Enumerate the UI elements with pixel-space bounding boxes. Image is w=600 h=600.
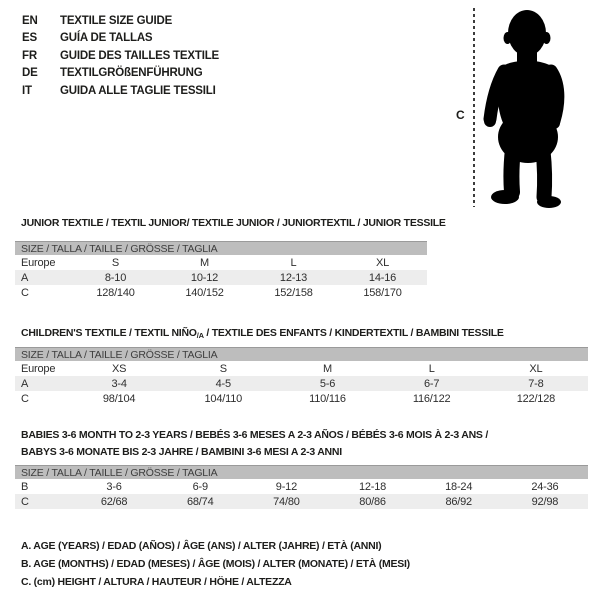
size-cell: 68/74: [157, 494, 243, 509]
table-row: [15, 270, 427, 285]
legend-notes: [21, 537, 410, 591]
table-row: [15, 285, 427, 300]
size-cell: 3-4: [67, 376, 171, 391]
size-cell: 6-9: [192, 480, 208, 493]
language-title: TEXTILGRÖßENFÜHRUNG: [60, 67, 203, 80]
row-label-cell: A: [15, 376, 67, 391]
language-code: EN: [22, 14, 38, 27]
size-cell: 5-6: [275, 376, 379, 391]
size-cell: 9-12: [275, 480, 297, 493]
size-cell: 12-13: [249, 270, 338, 285]
row-label-cell: Europe: [21, 256, 56, 269]
note-age-months: B. AGE (MONTHS) / EDAD (MESES) / ÂGE (MOIS) / ALTER (MONATE) / ETÀ (MESI): [21, 558, 410, 570]
children-section-title: [21, 325, 504, 344]
table-row: [15, 479, 588, 494]
size-cell: 92/98: [502, 494, 588, 509]
row-label-cell: C: [21, 392, 29, 405]
language-row: [22, 30, 219, 48]
note-age-years: A. AGE (YEARS) / EDAD (AÑOS) / ÂGE (ANS) / ALTER (JAHRE) / ETÀ (ANNI): [21, 540, 382, 552]
junior-size-table: [15, 241, 427, 300]
row-label-cell: Europe: [21, 362, 56, 375]
toddler-silhouette-icon: [482, 7, 574, 209]
language-row: [22, 12, 219, 30]
size-cell: 110/116: [309, 392, 346, 405]
children-size-table: [15, 347, 588, 406]
table-row: [15, 376, 588, 391]
size-cell: 152/158: [274, 286, 313, 299]
size-header-row: [15, 242, 427, 256]
row-label-cell: C: [21, 286, 29, 299]
language-title: TEXTILE SIZE GUIDE: [60, 14, 173, 27]
size-header-row: [15, 348, 588, 362]
language-code: ES: [22, 32, 37, 45]
table-row: [15, 361, 588, 376]
size-cell: S: [111, 256, 120, 269]
babies-title-line2: BABYS 3-6 MONATE BIS 2-3 JAHRE / BAMBINI 3-6 MESI A 2-3 ANNI: [21, 446, 342, 458]
size-cell: 98/104: [102, 392, 136, 405]
size-cell: 3-6: [106, 480, 122, 493]
table-row: [15, 494, 588, 509]
height-dashed-line: [473, 8, 475, 207]
size-cell: 158/170: [363, 286, 402, 299]
table-row: [15, 255, 427, 270]
size-header-label: SIZE / TALLA / TAILLE / GRÖSSE / TAGLIA: [15, 242, 427, 256]
size-cell: 6-7: [380, 376, 484, 391]
babies-size-table: [15, 465, 588, 509]
language-code: DE: [22, 67, 38, 80]
size-cell: 128/140: [96, 286, 135, 299]
size-cell: M: [200, 256, 209, 269]
babies-title-line1: BABIES 3-6 MONTH TO 2-3 YEARS / BEBÉS 3-6 MESES A 2-3 AÑOS / BÉBÉS 3-6 MOIS À 2-3 ANS /: [21, 429, 489, 441]
size-cell: 10-12: [160, 270, 249, 285]
language-list: [22, 12, 219, 100]
row-label-cell: C: [15, 494, 71, 509]
size-cell: 140/152: [185, 286, 224, 299]
size-cell: 74/80: [243, 494, 329, 509]
table-row: [15, 391, 588, 406]
size-cell: 12-18: [358, 480, 387, 493]
size-cell: 122/128: [516, 392, 556, 405]
size-cell: 62/68: [71, 494, 157, 509]
row-label-cell: A: [15, 270, 71, 285]
size-cell: 4-5: [171, 376, 275, 391]
children-title-subscript: /A: [196, 331, 204, 340]
language-row: [22, 65, 219, 83]
babies-section-title: [21, 427, 488, 461]
language-title: GUIDE DES TAILLES TEXTILE: [60, 49, 219, 62]
children-title-text: CHILDREN'S TEXTILE / TEXTIL NIÑO: [21, 327, 197, 339]
language-code: IT: [22, 84, 32, 97]
size-cell: M: [322, 362, 332, 375]
size-cell: L: [428, 362, 435, 375]
size-cell: 24-36: [531, 480, 559, 493]
size-cell: 18-24: [445, 480, 473, 493]
size-cell: 7-8: [484, 376, 588, 391]
language-row: [22, 82, 219, 100]
language-code: FR: [22, 49, 37, 62]
language-title: GUÍA DE TALLAS: [60, 32, 153, 45]
size-cell: L: [290, 256, 297, 269]
height-measure-label: C: [456, 108, 465, 122]
size-header-row: [15, 466, 588, 480]
row-label-cell: B: [21, 480, 29, 493]
size-cell: 80/86: [329, 494, 415, 509]
size-cell: XL: [529, 362, 543, 375]
size-cell: 86/92: [416, 494, 502, 509]
size-cell: S: [219, 362, 227, 375]
size-cell: 14-16: [338, 270, 427, 285]
children-title-text: / TEXTILE DES ENFANTS / KINDERTEXTIL / BAMBINI TESSILE: [203, 327, 504, 339]
size-header-label: SIZE / TALLA / TAILLE / GRÖSSE / TAGLIA: [15, 466, 588, 480]
language-row: [22, 47, 219, 65]
language-title: GUIDA ALLE TAGLIE TESSILI: [60, 84, 216, 97]
junior-section-title: JUNIOR TEXTILE / TEXTIL JUNIOR/ TEXTILE JUNIOR / JUNIORTEXTIL / JUNIOR TESSILE: [21, 217, 446, 229]
size-header-label: SIZE / TALLA / TAILLE / GRÖSSE / TAGLIA: [15, 348, 588, 362]
size-cell: 116/122: [412, 392, 451, 405]
note-height-cm: C. (cm) HEIGHT / ALTURA / HAUTEUR / HÖHE / ALTEZZA: [21, 576, 292, 588]
size-cell: XS: [111, 362, 127, 375]
size-cell: XL: [375, 256, 390, 269]
size-cell: 104/110: [204, 392, 243, 405]
size-cell: 8-10: [71, 270, 160, 285]
